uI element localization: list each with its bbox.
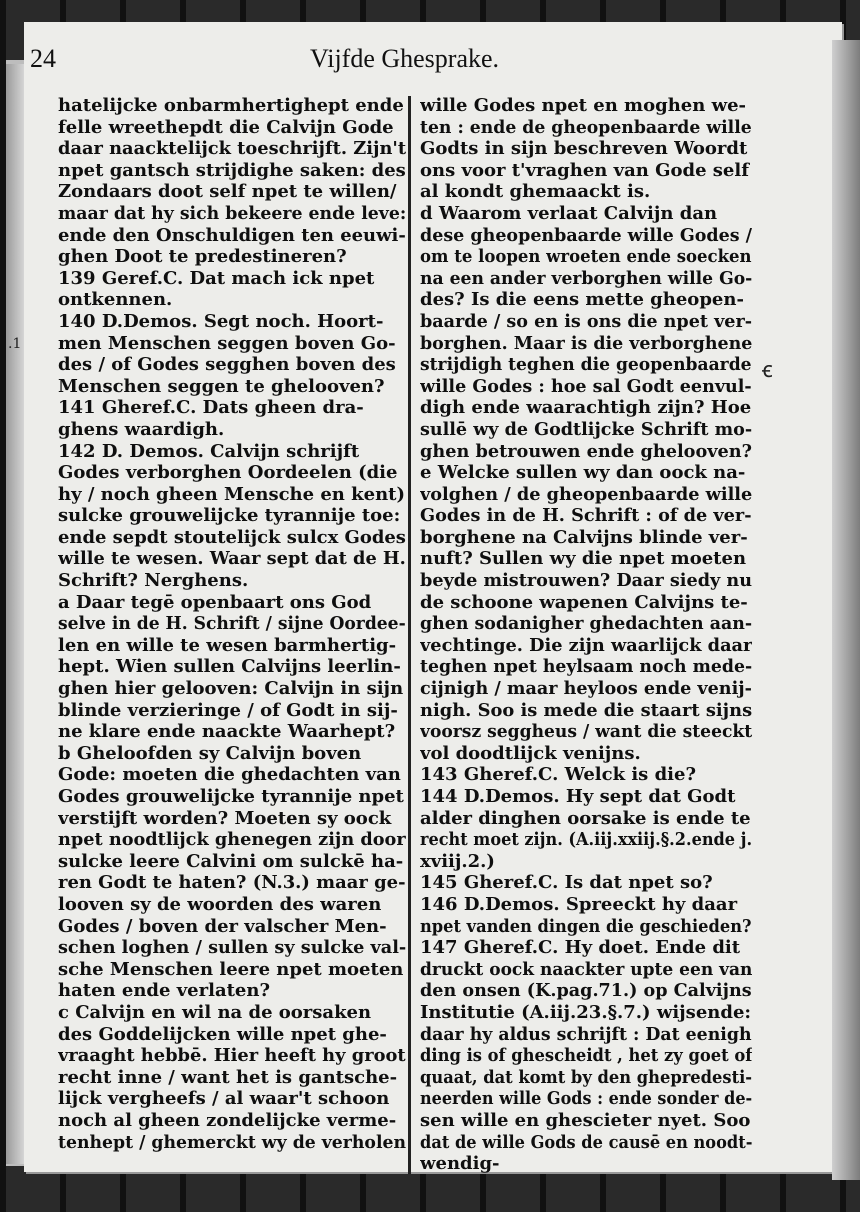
text-line: baarde / so en is ons die npet ver-: [420, 310, 752, 332]
running-title: Vijfde Ghesprake.: [310, 44, 500, 73]
text-line: ding is of ghescheidt , het zy goet of: [420, 1045, 752, 1067]
text-line: c Calvijn en wil na de oorsaken: [58, 1001, 372, 1023]
text-line: Gode: moeten die ghedachten van: [58, 764, 401, 786]
text-line: cijnigh / maar heyloos ende venij-: [420, 678, 752, 700]
text-line: Zondaars doot self npet te willen/: [58, 181, 397, 203]
text-line: al kondt ghemaackt is.: [420, 181, 651, 203]
text-line: hy / noch gheen Mensche en kent): [58, 483, 406, 505]
text-line: wille Godes npet en moghen we-: [420, 95, 747, 116]
margin-ornament: ꞓ: [762, 358, 773, 383]
text-line: 146 D.Demos. Spreeckt hy daar: [420, 893, 738, 915]
text-line: looven sy de woorden des waren: [58, 893, 382, 915]
text-line: maar dat hy sich bekeere ende leve:: [58, 202, 406, 224]
text-line: ghen sodanigher ghedachten aan-: [420, 613, 752, 635]
text-line: quaat, dat komt by den ghepredesti-: [420, 1066, 752, 1088]
text-line: alder dinghen oorsake is ende te: [420, 807, 751, 829]
text-line: 142 D. Demos. Calvijn schrijft: [58, 440, 360, 462]
text-line: borghene na Calvijns blinde ver-: [420, 526, 748, 548]
text-line: tenhept / ghemerckt wy de verholen: [58, 1131, 406, 1153]
text-line: borghen. Maar is die verborghene: [420, 332, 752, 354]
text-line: neerden wille Gods : ende sonder de-: [420, 1088, 752, 1110]
text-line: om te loopen wroeten ende soecken: [420, 246, 752, 268]
text-line: dese gheopenbaarde wille Godes /: [420, 224, 752, 246]
text-line: Godes / boven der valscher Men-: [58, 915, 387, 937]
text-line: beyde mistrouwen? Daar siedy nu: [420, 570, 752, 592]
text-line: ons voor t'vraghen van Gode self: [420, 159, 749, 181]
text-line: felle wreethepdt die Calvijn Gode: [58, 116, 394, 138]
text-line: hept. Wien sullen Calvijns leerlin-: [58, 656, 401, 678]
text-line: wille te wesen. Waar sept dat de H.: [58, 548, 406, 570]
text-line: den onsen (K.pag.71.) op Calvijns: [420, 980, 752, 1002]
text-line: selve in de H. Schrift / sijne Oordee-: [58, 613, 406, 635]
text-line: de schoone wapenen Calvijns te-: [420, 591, 748, 613]
text-line: na een ander verborghen wille Go-: [420, 267, 752, 289]
text-line: wille Godes : hoe sal Godt eenvul-: [420, 375, 752, 397]
text-line: nigh. Soo is mede die staart sijns: [420, 699, 752, 721]
text-line: ontkennen.: [58, 289, 173, 311]
text-line: Godts in sijn beschreven Woordt: [420, 138, 748, 160]
text-line: b Gheloofden sy Calvijn boven: [58, 742, 362, 764]
text-line: des Goddelijcken wille npet ghe-: [58, 1023, 387, 1045]
left-text-column: [58, 95, 406, 1153]
text-line: nuft? Sullen wy die npet moeten: [420, 548, 747, 570]
text-line: npet gantsch strijdighe saken: des: [58, 159, 406, 181]
text-line: xviij.2.): [420, 850, 495, 872]
text-line: digh ende waarachtigh zijn? Hoe: [420, 397, 752, 419]
text-line: ten : ende de gheopenbaarde wille: [420, 116, 752, 138]
text-line: 143 Gheref.C. Welck is die?: [420, 764, 696, 786]
text-line: men Menschen seggen boven Go-: [58, 332, 396, 354]
text-line: 139 Geref.C. Dat mach ick npet: [58, 267, 375, 289]
text-line: recht moet zijn. (A.iij.xxiij.§.2.ende j.: [420, 829, 752, 851]
text-line: sulcke grouwelijcke tyrannije toe:: [58, 505, 401, 527]
text-line: vechtinge. Die zijn waarlijck daar: [420, 634, 752, 656]
text-line: strijdigh teghen die geopenbaarde: [420, 354, 752, 376]
text-line: Godes in de H. Schrift : of de ver-: [420, 505, 752, 527]
page-number: 24: [30, 44, 56, 73]
text-line: Schrift? Nerghens.: [58, 570, 249, 592]
text-line: des? Is die eens mette gheopen-: [420, 289, 744, 311]
text-line: dat de wille Gods de causē en noodt-: [420, 1131, 752, 1153]
text-line: verstijft worden? Moeten sy oock: [58, 807, 392, 829]
column-divider: [408, 96, 411, 1174]
text-line: 145 Gheref.C. Is dat npet so?: [420, 872, 713, 894]
text-line: Godes grouwelijcke tyrannije npet: [58, 786, 404, 807]
text-line: wendig-: [420, 1153, 500, 1175]
text-line: blinde verzieringe / of Godt in sij-: [58, 699, 398, 721]
text-line: voorsz seggheus / want die steeckt: [420, 721, 752, 743]
text-line: Godes verborghen Oordeelen (die: [58, 462, 398, 484]
text-line: ghen Doot te predestineren?: [58, 246, 347, 268]
text-line: a Daar tegē openbaart ons God: [58, 591, 372, 613]
text-line: daar naacktelijck toeschrijft. Zijn't: [58, 138, 406, 160]
text-line: noch al gheen zondelijcke verme-: [58, 1109, 397, 1131]
text-line: ren Godt te haten? (N.3.) maar ge-: [58, 872, 406, 894]
text-line: Institutie (A.iij.23.§.7.) wijsende:: [420, 1001, 752, 1023]
text-line: 140 D.Demos. Segt noch. Hoort-: [58, 310, 384, 332]
right-page-edge: [832, 40, 860, 1180]
right-text-column: [420, 95, 752, 1175]
text-line: des / of Godes segghen boven des: [58, 354, 396, 376]
text-line: ende sepdt stoutelijck sulcx Godes: [58, 526, 406, 548]
text-line: ghen hier gelooven: Calvijn in sijn: [58, 678, 404, 700]
text-line: 141 Gheref.C. Dats gheen dra-: [58, 397, 364, 419]
text-line: npet vanden dingen die geschieden?: [420, 915, 752, 937]
text-line: hatelijcke onbarmhertighept ende: [58, 95, 404, 116]
text-line: ghens waardigh.: [58, 418, 225, 440]
text-line: schen loghen / sullen sy sulcke val-: [58, 937, 406, 959]
text-line: ghen betrouwen ende ghelooven?: [420, 440, 752, 462]
text-line: sche Menschen leere npet moeten: [58, 958, 404, 980]
text-line: sen wille en ghescieter nyet. Soo: [420, 1109, 751, 1131]
text-line: 144 D.Demos. Hy sept dat Godt: [420, 786, 736, 807]
text-line: sullē wy de Godtlijcke Schrift mo-: [420, 418, 752, 440]
text-line: vraaght hebbē. Hier heeft hy groot: [58, 1045, 406, 1067]
text-line: Menschen seggen te ghelooven?: [58, 375, 385, 397]
text-line: len en wille te wesen barmhertig-: [58, 634, 397, 656]
text-line: 147 Gheref.C. Hy doet. Ende dit: [420, 937, 741, 959]
text-line: ende den Onschuldigen ten eeuwi-: [58, 224, 406, 246]
text-line: teghen npet heylsaam noch mede-: [420, 656, 752, 678]
text-line: sulcke leere Calvini om sulckē ha-: [58, 850, 404, 872]
text-line: lijck vergheefs / al waar't schoon: [58, 1088, 390, 1110]
margin-mark: .1: [8, 336, 22, 352]
text-line: recht inne / want het is gantsche-: [58, 1066, 398, 1088]
text-line: vol doodtlijck venijns.: [420, 742, 641, 764]
running-head: [30, 44, 730, 84]
text-line: ne klare ende naackte Waarhept?: [58, 721, 396, 743]
text-line: npet noodtlijck ghenegen zijn door: [58, 829, 406, 851]
text-line: volghen / de gheopenbaarde wille: [420, 483, 752, 505]
text-line: d Waarom verlaat Calvijn dan: [420, 202, 718, 224]
text-line: haten ende verlaten?: [58, 980, 271, 1002]
text-line: e Welcke sullen wy dan oock na-: [420, 462, 746, 484]
text-line: daar hy aldus schrijft : Dat eenigh: [420, 1023, 752, 1045]
left-page-edge: [6, 64, 26, 1164]
text-line: druckt oock naackter upte een van: [420, 958, 752, 980]
